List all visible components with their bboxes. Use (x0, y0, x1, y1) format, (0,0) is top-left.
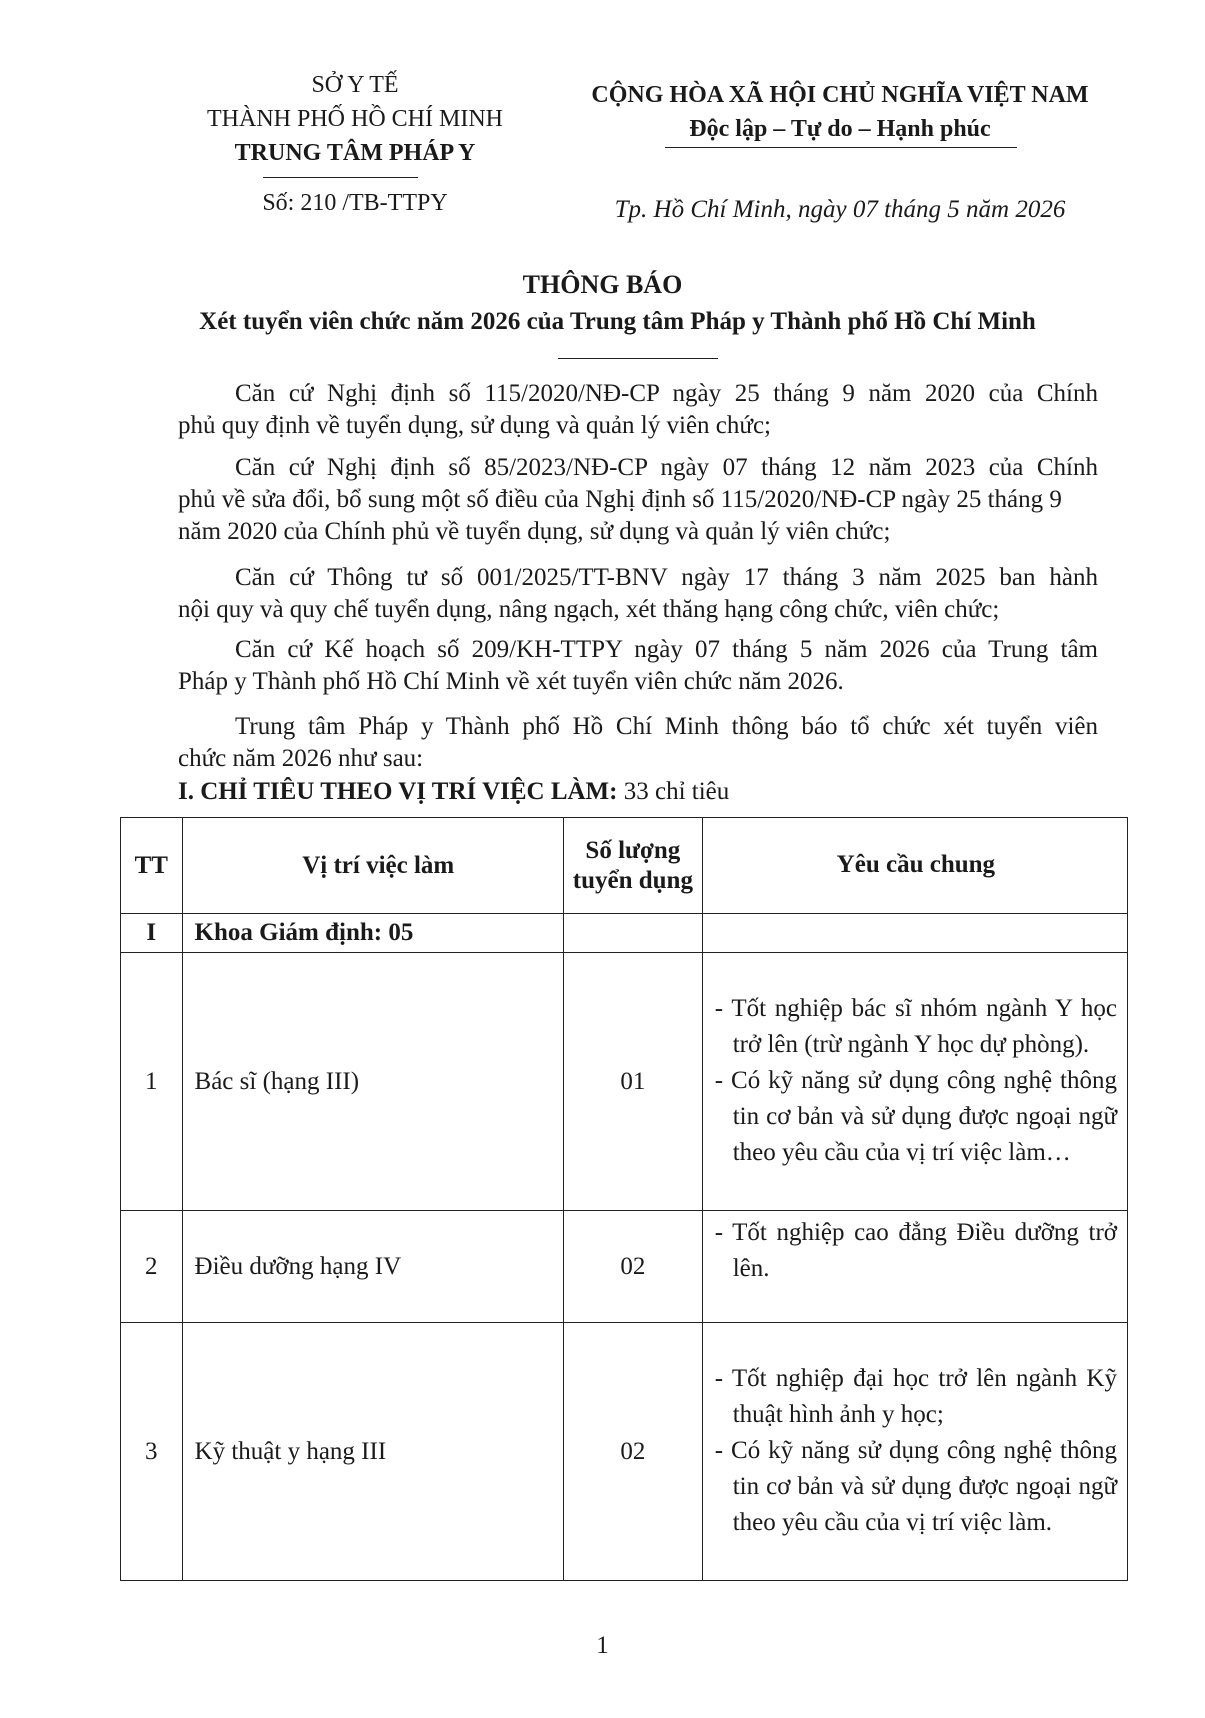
row-tt: 2 (121, 1211, 183, 1323)
requirement-item: - Có kỹ năng sử dụng công nghệ thông tin cơ bản và sử dụng được ngoại ngữ theo yêu cầu của vị trí việc làm. (714, 1436, 1117, 1536)
header-requirements: Yêu cầu chung (702, 818, 1127, 914)
issuing-organization (190, 68, 520, 170)
requirement-item: - Tốt nghiệp cao đẳng Điều dưỡng trở lên. (714, 1219, 1117, 1282)
motto-underline (665, 147, 1017, 148)
national-heading (560, 78, 1120, 146)
row-requirements (702, 1211, 1127, 1323)
table-header-row (121, 818, 1128, 914)
group-name: Khoa Giám định: 05 (182, 914, 563, 953)
group-tt: I (121, 914, 183, 953)
requirement-item: - Có kỹ năng sử dụng công nghệ thông tin cơ bản và sử dụng được ngoại ngữ theo yêu cầu của vị trí việc làm… (714, 1066, 1117, 1166)
legal-basis-3: Căn cứ Thông tư số 001/2025/TT-BNV ngày 17 tháng 3 năm 2025 ban hành nội quy và quy chế tuyển dụng, nâng ngạch, xét thăng hạng công chức, viên chức; (178, 564, 1098, 623)
header-position: Vị trí việc làm (182, 818, 563, 914)
row-position: Bác sĩ (hạng III) (182, 953, 563, 1211)
org-line-center: TRUNG TÂM PHÁP Y (234, 140, 476, 166)
row-requirements (702, 953, 1127, 1211)
national-motto: Độc lập – Tự do – Hạnh phúc (689, 116, 991, 142)
org-line-city: THÀNH PHỐ HỒ CHÍ MINH (207, 106, 503, 132)
header-tt: TT (121, 818, 183, 914)
row-quantity: 02 (563, 1211, 702, 1323)
requirement-item: - Tốt nghiệp đại học trở lên ngành Kỹ thuật hình ảnh y học; (714, 1364, 1117, 1428)
row-requirements (702, 1323, 1127, 1581)
document-number: Số: 210 /TB-TTPY (262, 190, 448, 216)
row-position: Kỹ thuật y hạng III (182, 1323, 563, 1581)
page-number: 1 (596, 1632, 609, 1659)
org-underline (263, 177, 418, 178)
legal-basis-2: Căn cứ Nghị định số 85/2023/NĐ-CP ngày 07 tháng 12 năm 2023 của Chính phủ về sửa đổi, bổ sung một số điều của Nghị định số 115/2020/NĐ-CP ngày 25 tháng 9 năm 2020 của Chính phủ về tuyển dụng, sử dụng và quản lý viên chức; (178, 454, 1098, 545)
header-quantity: Số lượng tuyển dụng (563, 818, 702, 914)
nation-name: CỘNG HÒA XÃ HỘI CHỦ NGHĨA VIỆT NAM (591, 82, 1089, 108)
table-row (121, 1211, 1128, 1323)
requirement-item: - Tốt nghiệp bác sĩ nhóm ngành Y học trở lên (trừ ngành Y học dự phòng). (714, 994, 1117, 1058)
table-group-row (121, 914, 1128, 953)
org-line-ministry: SỞ Y TẾ (311, 72, 399, 98)
row-quantity: 01 (563, 953, 702, 1211)
row-tt: 3 (121, 1323, 183, 1581)
row-quantity: 02 (563, 1323, 702, 1581)
section-quota: 33 chỉ tiêu (623, 778, 730, 805)
table-row (121, 1323, 1128, 1581)
table-row (121, 953, 1128, 1211)
legal-basis-1: Căn cứ Nghị định số 115/2020/NĐ-CP ngày 25 tháng 9 năm 2020 của Chính phủ quy định về tuyển dụng, sử dụng và quản lý viên chức; (178, 380, 1098, 439)
legal-basis-4: Căn cứ Kế hoạch số 209/KH-TTPY ngày 07 tháng 5 năm 2026 của Trung tâm Pháp y Thành phố Hồ Chí Minh về xét tuyển viên chức năm 2026. (178, 636, 1098, 695)
title-underline (558, 358, 718, 359)
document-subtitle: Xét tuyển viên chức năm 2026 của Trung tâm Pháp y Thành phố Hồ Chí Minh (199, 308, 1036, 335)
job-quota-table (120, 817, 1128, 1581)
place-and-date: Tp. Hồ Chí Minh, ngày 07 tháng 5 năm 2026 (614, 196, 1066, 223)
section-title: I. CHỈ TIÊU THEO VỊ TRÍ VIỆC LÀM: (178, 778, 618, 805)
group-quantity (563, 914, 702, 953)
announcement-intro: Trung tâm Pháp y Thành phố Hồ Chí Minh thông báo tổ chức xét tuyển viên chức năm 2026 như sau: (178, 713, 1098, 772)
document-title: THÔNG BÁO (522, 270, 683, 299)
row-tt: 1 (121, 953, 183, 1211)
row-position: Điều dưỡng hạng IV (182, 1211, 563, 1323)
section-heading (178, 778, 729, 806)
group-requirements (702, 914, 1127, 953)
